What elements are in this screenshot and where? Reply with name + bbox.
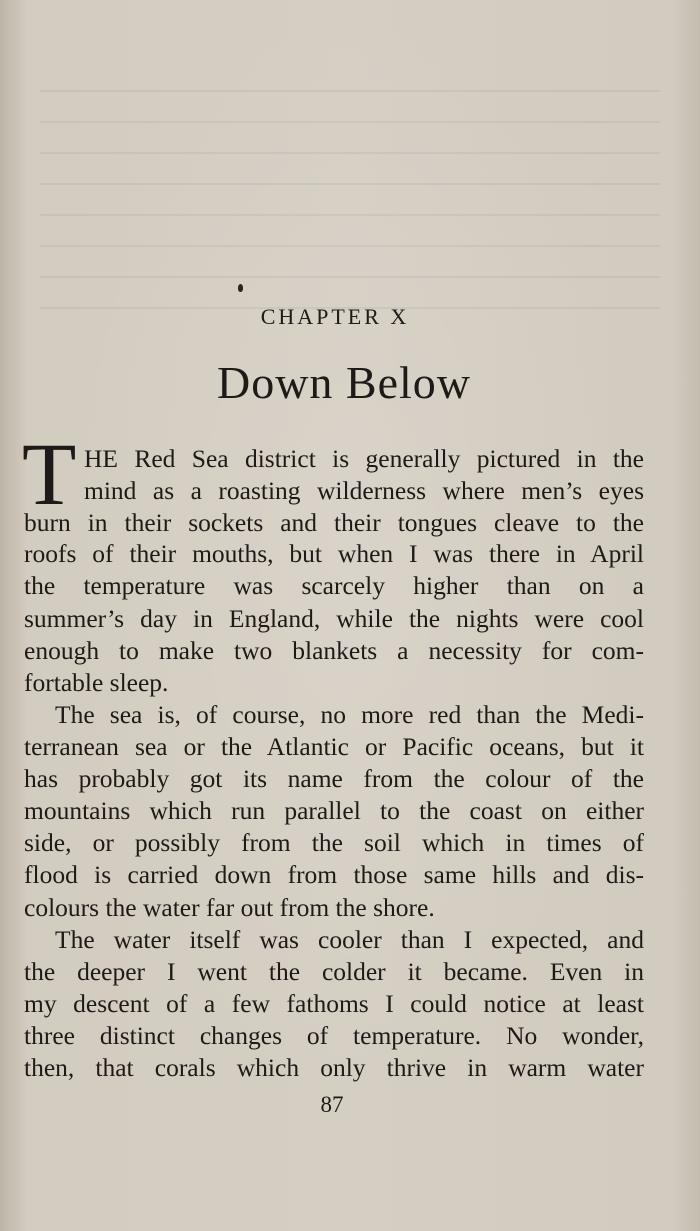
text-line: summer’s day in England, while the nights were cool (24, 604, 644, 633)
text-line: The water itself was cooler than I expected, and (55, 925, 644, 954)
text-line: fortable sleep. (24, 668, 169, 697)
text-line: has probably got its name from the colour of the (24, 764, 644, 793)
chapter-title: Down Below (216, 357, 472, 408)
text-line: mountains which run parallel to the coast on either (24, 796, 644, 825)
text-line: enough to make two blankets a necessity for com- (24, 636, 644, 665)
text-line: burn in their sockets and their tongues cleave to the (24, 508, 644, 537)
text-line: roofs of their mouths, but when I was there in April (24, 539, 644, 568)
ink-mark-ornament (238, 284, 243, 292)
text-line: flood is carried down from those same hills and dis- (24, 860, 644, 889)
text-line: terranean sea or the Atlantic or Pacific oceans, but it (24, 732, 644, 761)
text-line: three distinct changes of temperature. No wonder, (24, 1021, 644, 1050)
bleed-through-shadow (40, 90, 660, 310)
drop-cap: T (22, 426, 77, 524)
text-line: side, or possibly from the soil which in times of (24, 828, 644, 857)
page-number: 87 (320, 1092, 344, 1117)
text-line: the deeper I went the colder it became. Even in (24, 957, 644, 986)
text-line: the temperature was scarcely higher than on a (24, 571, 644, 600)
text-line: then, that corals which only thrive in warm water (24, 1053, 644, 1082)
text-line: mind as a roasting wilderness where men’s eyes (84, 476, 644, 505)
chapter-heading: CHAPTER X (260, 304, 410, 329)
text-line: HE Red Sea district is generally pictured in the (84, 444, 644, 473)
text-line: colours the water far out from the shore. (24, 893, 435, 922)
text-line: The sea is, of course, no more red than the Medi- (55, 700, 644, 729)
text-line: my descent of a few fathoms I could notice at least (24, 989, 644, 1018)
